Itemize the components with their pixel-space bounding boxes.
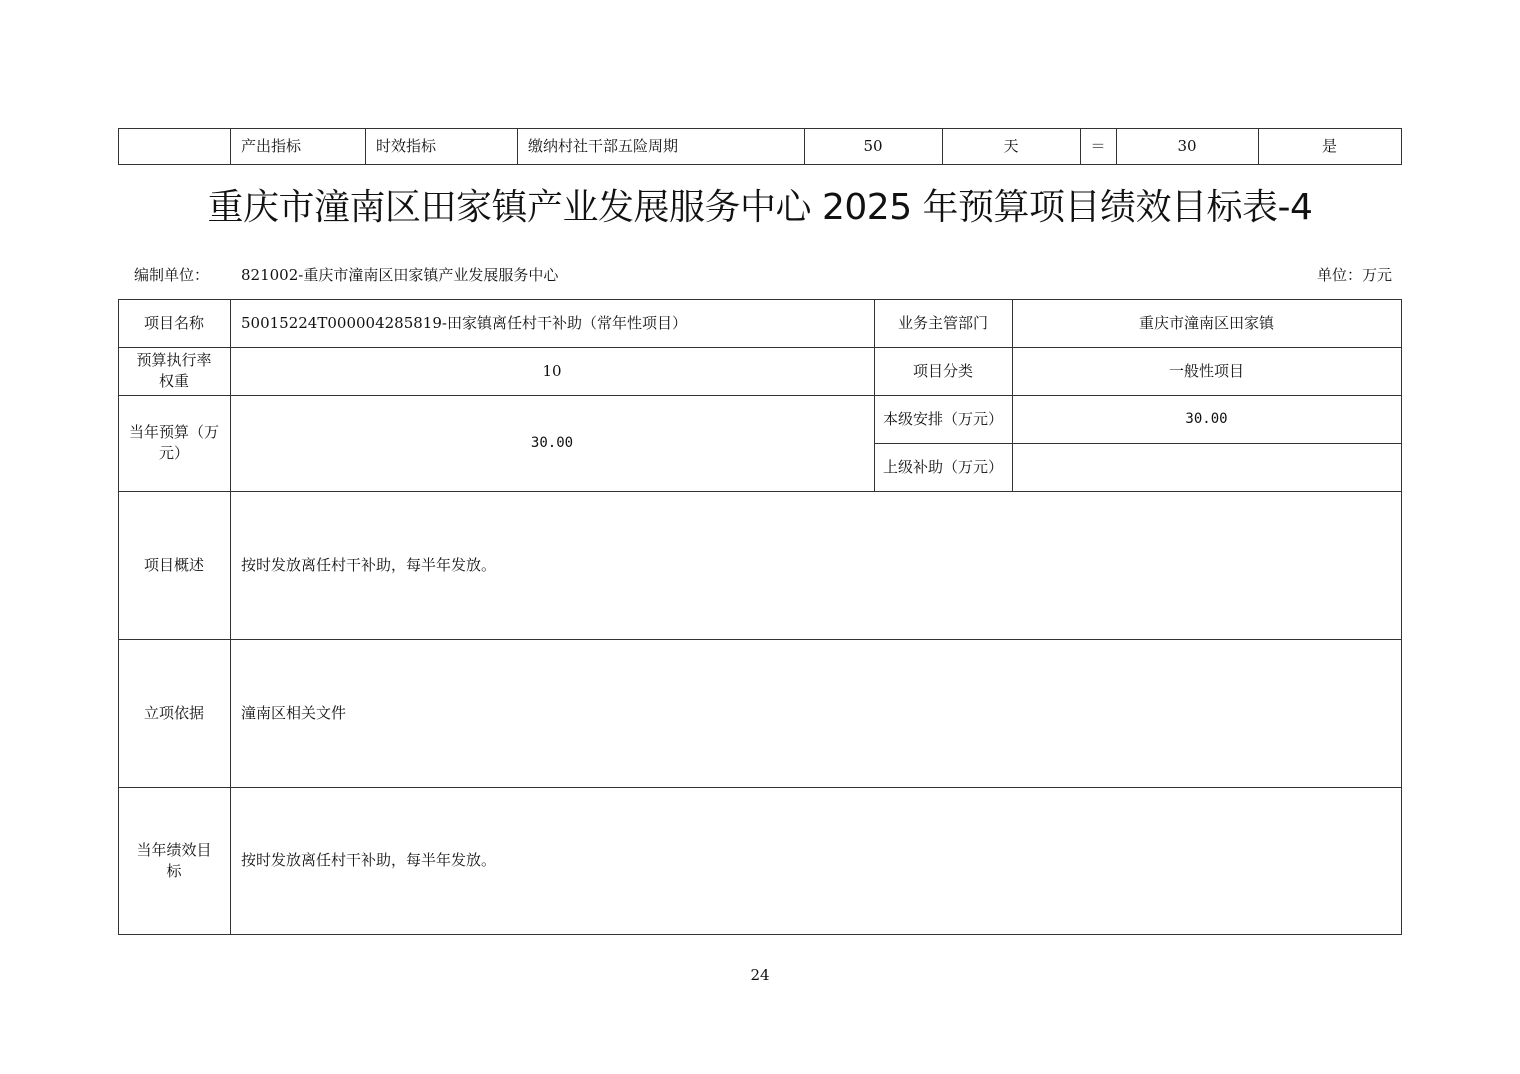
currency-unit: 单位：万元	[1316, 266, 1392, 284]
category-value: 一般性项目	[1168, 361, 1244, 380]
project-name-label: 项目名称	[143, 313, 204, 332]
dept-label: 业务主管部门	[897, 313, 988, 332]
top-cell-target: 30	[1177, 137, 1197, 155]
project-name-value: 50015224T000004285819-田家镇离任村干补助（常年性项目）	[241, 313, 687, 332]
project-overview-value: 按时发放离任村干补助，每半年发放。	[241, 555, 497, 574]
upper-subsidy-value	[1012, 443, 1401, 491]
top-cell-output-indicator: 产出指标	[241, 137, 302, 155]
page-title: 重庆市潼南区田家镇产业发展服务中心 2025 年预算项目绩效目标表-4	[207, 187, 1313, 228]
execution-weight-label-line1: 预算执行率	[136, 351, 212, 369]
annual-budget-label-line2: 元）	[158, 444, 189, 462]
top-cell-operator: ＝	[1090, 137, 1106, 155]
top-cell-core: 是	[1321, 137, 1337, 155]
execution-weight-value: 10	[542, 361, 562, 380]
top-cell-unit: 天	[1003, 137, 1019, 155]
execution-weight-label	[118, 347, 230, 395]
page-number: 24	[750, 966, 770, 984]
project-overview-label: 项目概述	[143, 555, 204, 574]
annual-goal-label	[118, 787, 230, 934]
dept-value: 重庆市潼南区田家镇	[1138, 313, 1274, 332]
local-allocation-value: 30.00	[1185, 410, 1228, 427]
project-basis-label: 立项依据	[143, 703, 204, 722]
compiling-unit-label: 编制单位：	[134, 266, 210, 284]
project-basis-value: 潼南区相关文件	[241, 703, 347, 722]
local-allocation-label: 本级安排（万元）	[882, 409, 1003, 428]
annual-goal-label-line2: 标	[166, 861, 182, 880]
category-label: 项目分类	[912, 361, 973, 380]
top-cell-timeliness-indicator: 时效指标	[376, 137, 437, 155]
top-cell-blank	[118, 128, 230, 165]
annual-budget-label	[118, 395, 230, 491]
upper-subsidy-label: 上级补助（万元）	[882, 457, 1003, 476]
annual-goal-value: 按时发放离任村干补助，每半年发放。	[241, 851, 497, 869]
top-cell-value: 50	[863, 137, 883, 155]
execution-weight-label-line2: 权重	[158, 372, 189, 390]
annual-budget-label-line1: 当年预算（万	[128, 423, 219, 441]
compiling-unit-value: 821002-重庆市潼南区田家镇产业发展服务中心	[241, 266, 559, 284]
top-cell-indicator-name: 缴纳村社干部五险周期	[528, 137, 679, 155]
annual-budget-value: 30.00	[530, 434, 574, 451]
annual-goal-label-line1: 当年绩效目	[136, 840, 212, 859]
